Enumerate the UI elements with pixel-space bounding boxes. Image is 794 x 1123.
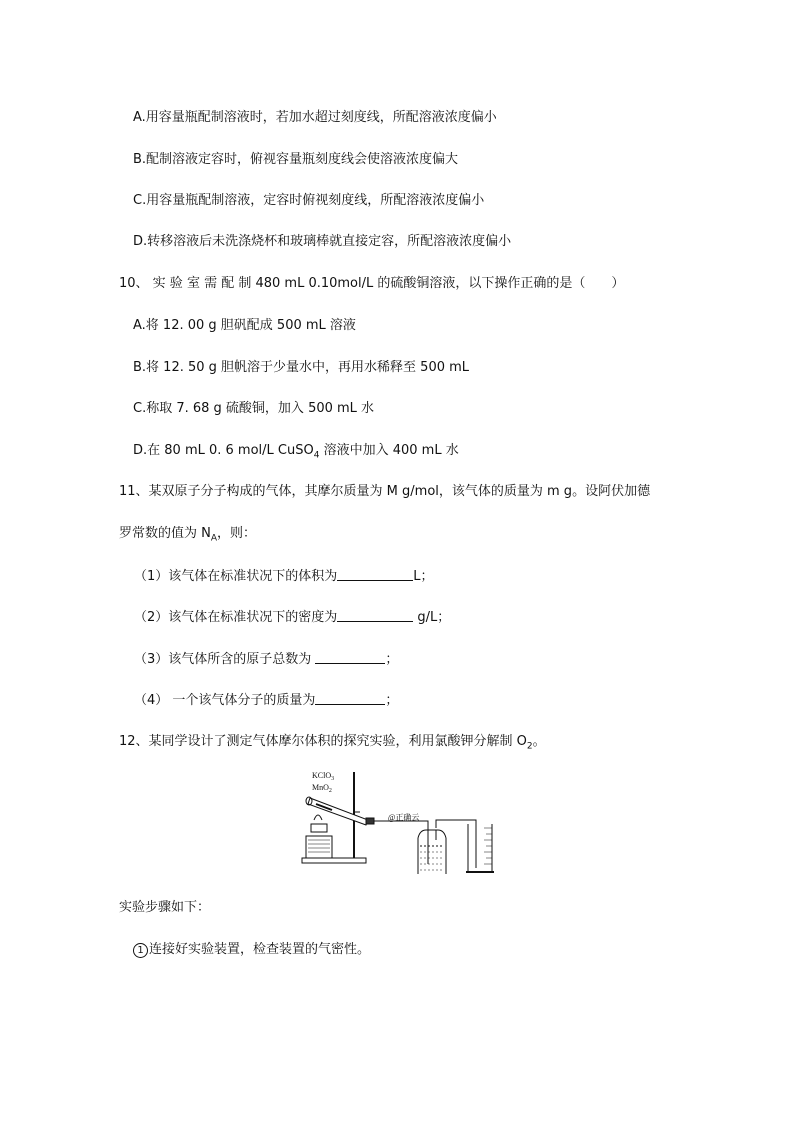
q10-option-d-text-end: 溶液中加入 400 mL 水 [319,443,459,458]
q9-option-a: A.用容量瓶配制溶液时，若加水超过刻度线，所配溶液浓度偏小 [133,110,497,125]
q11-part1-text: （1）该气体在标准状况下的体积为 [134,569,338,584]
alcohol-lamp [306,815,332,858]
q11-part2 [134,608,450,627]
step1-number: 1 [133,943,148,958]
q11-part2-blank[interactable] [337,608,413,622]
q11-part3-text: （3）该气体所含的原子总数为 [134,652,316,667]
q11-part3-end: ； [385,652,399,667]
measuring-cylinder [466,824,494,872]
q12-stem-end: 。 [532,734,546,749]
apparatus-diagram [296,768,502,874]
q11-part4-blank[interactable] [315,691,385,705]
test-tube [306,797,368,825]
stand-base [302,858,366,863]
q11-part3 [134,650,398,669]
label-kclo3: KClO$_3$ [312,771,335,782]
q11-stem-line1: 11、某双原子分子构成的气体，其摩尔质量为 M g/mol，该气体的质量为 m g。设阿伏加德 [119,484,651,499]
gas-bottle [418,830,446,874]
q10-option-c: C.称取 7. 68 g 硫酸铜，加入 500 mL 水 [133,401,375,416]
q12-step1 [133,941,370,959]
apparatus-figure [296,768,502,874]
delivery-tube [374,821,428,830]
outlet-tube [436,820,476,868]
q11-na-subscript: A [210,533,218,544]
q11-part4 [134,691,398,710]
q12-step1-text: 连接好实验装置，检查装置的气密性。 [149,942,371,957]
label-mno2: MnO$_2$ [312,783,332,794]
q11-part3-blank[interactable] [315,650,385,664]
q9-option-d: D.转移溶液后未洗涤烧杯和玻璃棒就直接定容，所配溶液浓度偏小 [133,234,512,249]
q11-part4-end: ； [385,693,399,708]
q11-part1-unit: L； [413,569,434,584]
q9-option-b: B.配制溶液定容时，俯视容量瓶刻度线会使溶液浓度偏大 [133,152,459,167]
q12-stem-text: 12、某同学设计了测定气体摩尔体积的探究实验，利用氯酸钾分解制 O [119,734,527,749]
q11-part2-text: （2）该气体在标准状况下的密度为 [134,610,338,625]
q12-steps-heading: 实验步骤如下： [119,900,211,915]
q10-option-d-text: D.在 80 mL 0. 6 mol/L CuSO [133,443,314,458]
stopper [366,818,374,824]
watermark-text: @正确云 [388,813,420,822]
q11-stem-line2-text: 罗常数的值为 N [119,526,211,541]
q12-o2-subscript: 2 [526,741,533,752]
q10-option-d-subscript: 4 [313,450,320,461]
q11-part1 [134,567,434,586]
q10-option-d [133,442,459,465]
q10-option-b: B.将 12. 50 g 胆帆溶于少量水中，再用水稀释至 500 mL [133,360,470,375]
q11-part2-unit: g/L； [413,610,451,625]
q11-stem-line2 [119,525,256,548]
q10-stem: 10、 实 验 室 需 配 制 480 mL 0.10mol/L 的硫酸铜溶液，以下操作正确的是（ ） [119,276,625,291]
q11-part1-blank[interactable] [337,567,413,581]
q11-part4-text: （4） 一个该气体分子的质量为 [134,693,316,708]
q12-stem [119,733,546,756]
q9-option-c: C.用容量瓶配制溶液，定容时俯视刻度线，所配溶液浓度偏小 [133,193,485,208]
q10-option-a: A.将 12. 00 g 胆矾配成 500 mL 溶液 [133,318,356,333]
q11-stem-line2-end: ，则： [217,526,257,541]
